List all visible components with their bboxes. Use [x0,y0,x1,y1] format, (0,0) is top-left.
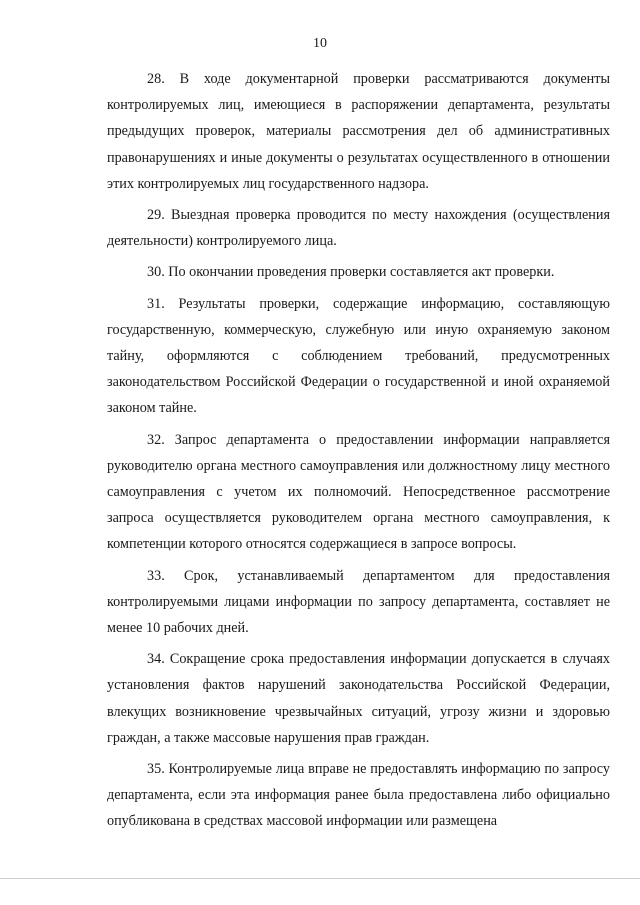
paragraph-28: 28. В ходе документарной проверки рассматриваются документы контролируемых лиц, имеющиеся в распоряжении департамента, результаты предыдущих проверок, материалы рассмотрения дел об административных правонарушениях и иные документы о результатах осуществленного в отношении этих контролируемых лиц государственного надзора. [107,71,610,192]
scan-bottom-edge [0,878,640,879]
paragraph-35: 35. Контролируемые лица вправе не предоставлять информацию по запросу департамента, если эта информация ранее была предоставлена либо официально опубликована в средствах массовой информации или размещена [107,761,610,830]
document-body [107,66,610,835]
paragraph-31: 31. Результаты проверки, содержащие информацию, составляющую государственную, коммерческую, служебную или иную охраняемую законом тайну, оформляются с соблюдением требований, предусмотренных законодательством Российской Федерации о государственной и иной охраняемой законом тайне. [107,295,610,417]
paragraph-34: 34. Сокращение срока предоставления информации допускается в случаях установления фактов нарушений законодательства Российской Федерации, влекущих возникновение чрезвычайных ситуаций, угрозу жизни и здоровью граждан, а также массовые нарушения прав граждан. [107,651,610,746]
paragraph-33: 33. Срок, устанавливаемый департаментом для предоставления контролируемыми лицами информации по запросу департамента, составляет не менее 10 рабочих дней. [107,567,610,637]
page-number: 10 [313,36,327,51]
paragraph-30: 30. По окончании проведения проверки составляется акт проверки. [147,264,555,281]
paragraph-32: 32. Запрос департамента о предоставлении информации направляется руководителю органа местного самоуправления или должностному лицу местного самоуправления с учетом их полномочий. Непосредственное рассмотрение запроса осуществляется руководителем органа местного самоуправления, к компетенции которого относятся содержащиеся в запросе вопросы. [107,431,610,553]
paragraph-29: 29. Выездная проверка проводится по месту нахождения (осуществления деятельности) контролируемого лица. [107,207,610,250]
